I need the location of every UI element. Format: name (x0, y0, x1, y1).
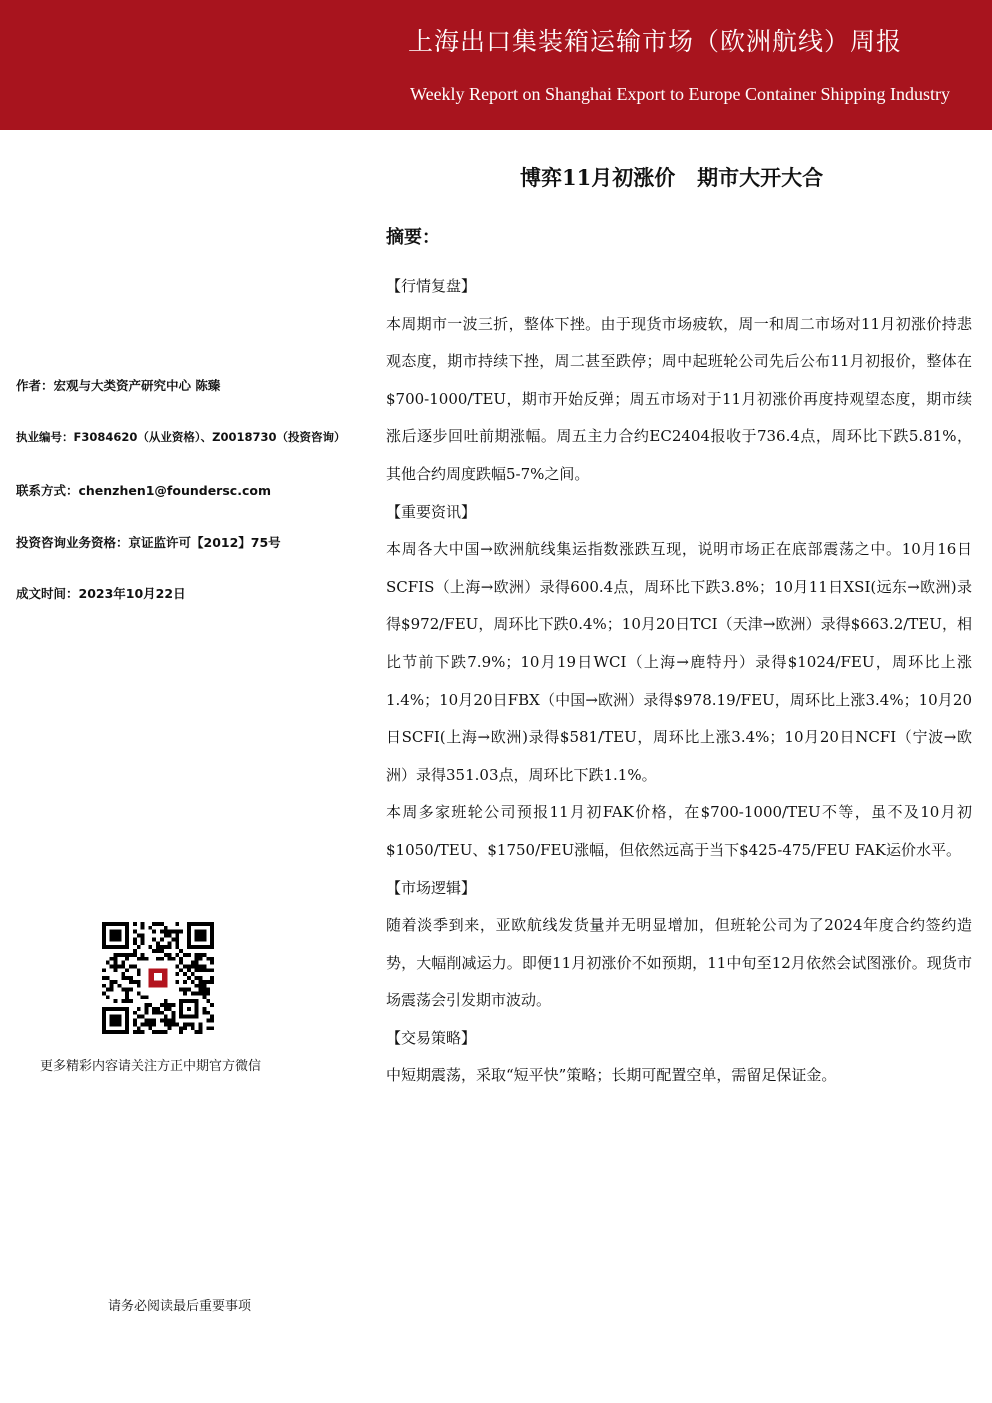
header-title-cn: 上海出口集装箱运输市场（欧洲航线）周报 (407, 27, 902, 56)
paragraph-market-logic: 随着淡季到来，亚欧航线发货量并无明显增加，但班轮公司为了2024年度合约签约造势，大幅削减运力。即便11月初涨价不如预期，11中旬至12月依然会试图涨价。现货市场震荡会引发期市波动。 (386, 916, 972, 1010)
paragraph-news-fak: 本周多家班轮公司预报11月初FAK价格，在$700-1000/TEU不等，虽不及10月初$1050/TEU、$1750/FEU涨幅，但依然远高于当下$425-475/FEU FAK运价水平。 (386, 803, 972, 859)
footer-note: 请务必阅读最后重要事项 (108, 1299, 252, 1314)
qualification-line: 投资咨询业务资格：京证监许可【2012】75号 (16, 535, 281, 550)
section-heading-strategy: 【交易策略】 (386, 1028, 477, 1047)
report-header-banner (0, 0, 992, 130)
report-title: 博弈11月初涨价 期市大开大合 (520, 165, 824, 190)
date-line: 成文时间：2023年10月22日 (16, 586, 186, 601)
summary-label: 摘要： (386, 227, 440, 248)
section-heading-news: 【重要资讯】 (386, 502, 477, 521)
paragraph-market-review: 本周期市一波三折，整体下挫。由于现货市场疲软，周一和周二市场对11月初涨价持悲观态度，期市持续下挫，周二甚至跌停；周中起班轮公司先后公布11月初报价，整体在$700-1000/TEU，期市开始反弹；周五市场对于11月初涨价再度持观望态度，期市续涨后逐步回吐前期涨幅。周五主力合约EC2404报收于736.4点，周环比下跌5.81%，其他合约周度跌幅5-7%之间。 (386, 314, 972, 483)
contact-line: 联系方式：chenzhen1@foundersc.com (16, 483, 271, 498)
qr-code-icon (102, 922, 214, 1034)
header-title-en: Weekly Report on Shanghai Export to Europe Container Shipping Industry (410, 84, 950, 104)
paragraph-news-indices: 本周各大中国→欧洲航线集运指数涨跌互现，说明市场正在底部震荡之中。10月16日SCFIS（上海→欧洲）录得600.4点，周环比下跌3.8%；10月11日XSI(远东→欧洲)录得$972/FEU，周环比下跌0.4%；10月20日TCI（天津→欧洲）录得$663.2/TEU，相比节前下跌7.9%；10月19日WCI（上海→鹿特丹）录得$1024/FEU，周环比上涨1.4%；10月20日FBX（中国→欧洲）录得$978.19/FEU，周环比上涨3.4%；10月20日SCFI(上海→欧洲)录得$581/TEU，周环比上涨3.4%；10月20日NCFI（宁波→欧洲）录得351.03点，周环比下跌1.1%。 (386, 540, 972, 784)
license-line: 执业编号：F3084620（从业资格）、Z0018730（投资咨询） (16, 430, 346, 444)
author-line: 作者：宏观与大类资产研究中心 陈臻 (16, 378, 221, 393)
report-body (386, 268, 972, 1095)
paragraph-strategy: 中短期震荡，采取“短平快”策略；长期可配置空单，需留足保证金。 (386, 1066, 837, 1085)
section-heading-market-review: 【行情复盘】 (386, 277, 477, 295)
qr-caption: 更多精彩内容请关注方正中期官方微信 (40, 1059, 262, 1074)
section-heading-market-logic: 【市场逻辑】 (386, 878, 477, 897)
